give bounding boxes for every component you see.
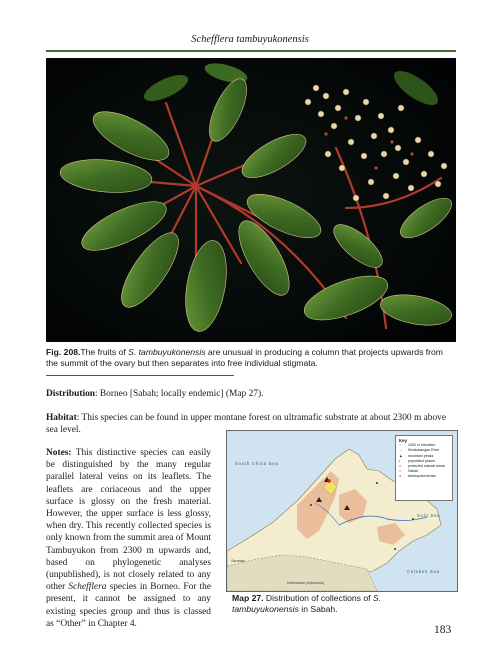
page-number: 183 bbox=[434, 624, 452, 636]
header-rule bbox=[46, 50, 456, 52]
map-key-item: — Kinabatangan River bbox=[399, 448, 440, 453]
habitat-text: : This species can be found in upper montane forest on ultramafic substrate at about 2300 m above sea level. bbox=[46, 413, 446, 436]
region-label: Kalimantan (Indonesia) bbox=[287, 581, 324, 585]
figure-caption-species: S. tambuyukonensis bbox=[128, 347, 206, 357]
region-label: Sarawak bbox=[231, 559, 245, 563]
map-caption-label: Map 27. bbox=[232, 593, 264, 603]
protected-area-swatch-icon: ■ bbox=[399, 464, 402, 469]
figure-caption-text-1: The fruits of bbox=[80, 347, 129, 357]
notes-genus: Schefflera bbox=[68, 582, 107, 593]
figure-label: Fig. 208. bbox=[46, 347, 81, 357]
notes-paragraph bbox=[46, 447, 211, 630]
map-caption-species: S. tambuyukonensis bbox=[232, 593, 382, 615]
figure-photo bbox=[46, 58, 456, 342]
distribution-text: : Borneo [Sabah; locally endemic] (Map 27). bbox=[94, 389, 264, 399]
map-key-item: ▲ mountain peaks bbox=[399, 453, 434, 458]
distribution-paragraph bbox=[46, 388, 456, 400]
distribution-map bbox=[226, 430, 458, 592]
running-head: Schefflera tambuyukonensis bbox=[191, 34, 309, 45]
map-caption bbox=[232, 593, 432, 615]
map-key-item: ┄ 1000 m elevation bbox=[399, 443, 436, 448]
map-key-item: • populated places bbox=[399, 458, 436, 463]
map-key-item: ■ Sabah bbox=[399, 469, 419, 474]
sea-label: Sulu Sea bbox=[417, 513, 441, 518]
sea-label: Celebes Sea bbox=[407, 569, 440, 574]
notes-text-1: This distinctive species can easily be distinguished by the many regular parallel lateral veins on its leaflets. The leaflets are coriaceous and the upper surface is glossy on the fresh material. However, the upper surface is less glossy, when dry. This recently collected species is only known from the summit area of Mount Tambuyukon from 2300 m upwards and, based on phylogenetic analyses (unpublished), is not closely related to any other bbox=[46, 448, 211, 593]
figure-caption bbox=[46, 347, 456, 370]
habitat-label: Habitat bbox=[46, 413, 77, 423]
map-caption-text-1: Distribution of collections of bbox=[263, 593, 373, 603]
map-key-item: ● tambuyukonensis bbox=[399, 474, 436, 479]
contour-line-icon: ┄ bbox=[399, 443, 402, 448]
populated-place-icon: • bbox=[399, 458, 401, 463]
map-key-item: ■ protected natural areas bbox=[399, 464, 445, 469]
caption-rule bbox=[46, 375, 234, 376]
notes-label: Notes: bbox=[46, 448, 72, 458]
map-key bbox=[395, 435, 453, 501]
map-caption-text-2: in Sabah. bbox=[298, 604, 338, 615]
notes-text-2: species in Borneo. For the present, it cannot be assigned to any existing species group and thus is classed as “Other” in Chapter 4. bbox=[46, 582, 211, 629]
figure-caption-text-2: are unusual in producing a column that projects upwards from the summit of the ovary but then separates into free individual stigmata. bbox=[46, 347, 443, 369]
sea-label: South China Sea bbox=[235, 461, 279, 466]
schefflera-plant-illustration bbox=[46, 58, 456, 342]
sabah-swatch-icon: ■ bbox=[399, 469, 402, 474]
map-key-title: Key bbox=[399, 438, 408, 443]
mountain-peak-icon: ▲ bbox=[399, 453, 403, 458]
collection-point-icon: ● bbox=[399, 474, 402, 479]
distribution-label: Distribution bbox=[46, 389, 95, 399]
river-line-icon: — bbox=[399, 448, 403, 453]
